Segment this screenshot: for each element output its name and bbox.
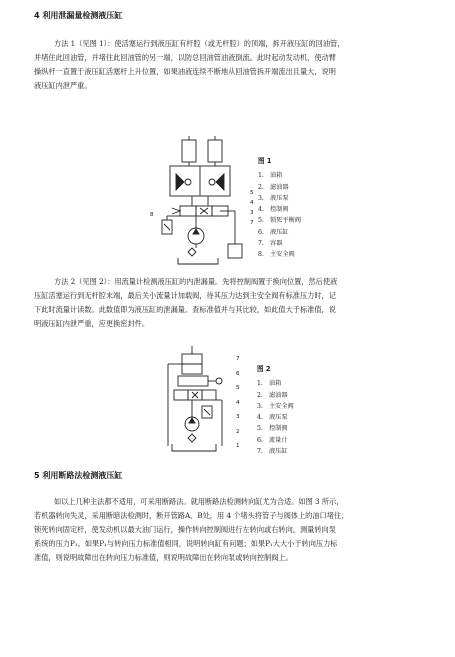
fig1-cylinder-left <box>182 140 196 162</box>
section-5-line: 准值，则说明故障出在转向压力标准值，则说明故障出在转向泵或转向控制阀上。 <box>34 553 293 562</box>
legend-item: 1. 油箱 <box>257 380 282 388</box>
legend-item: 2. 滤油器 <box>257 391 288 399</box>
fig2-callout: 2 <box>236 428 240 435</box>
legend-item: 1. 油箱 <box>258 172 283 180</box>
fig2-callout: 7 <box>236 356 240 362</box>
legend-item: 6. 流量计 <box>257 436 288 444</box>
legend-item: 3. 液压泵 <box>258 194 289 202</box>
legend-item: 6. 液压缸 <box>258 228 289 236</box>
figure-2-legend <box>257 364 294 457</box>
legend-item: 5. 控制阀 <box>257 425 288 433</box>
figure-2-title: 图 2 <box>257 365 271 373</box>
figure-1-callouts <box>250 188 254 228</box>
fig2-callout: 6 <box>236 370 240 377</box>
section-4-heading: 4 利用泄漏量检测液压缸 <box>34 11 123 20</box>
fig1-callout: 7 <box>250 220 254 226</box>
section-5-heading: 5 利用断路法检测液压缸 <box>34 471 123 480</box>
legend-item: 4. 液压泵 <box>257 414 288 422</box>
fig1-container <box>228 244 242 258</box>
figure-1-diagram <box>152 136 248 266</box>
section-5-line: 如以上几种主法都不适用，可采用断路法。就用断路法检测转向缸尤为合适。如图 3 所示， <box>54 497 344 506</box>
legend-item: 2. 滤油器 <box>258 183 289 191</box>
legend-item: 3. 主安全阀 <box>257 402 294 410</box>
fig2-callout: 3 <box>236 414 240 420</box>
section-5-line: 锁死转向固定杆，使发动机以最大油门运行，操作转向控制阀进行左转向或右转向，测量转向泵 <box>34 525 336 534</box>
legend-item: 5. 锁死平衡阀 <box>258 217 301 225</box>
method-2-paragraph <box>34 275 420 331</box>
method-1-line: 并堵住此回油管，并堵住此回油管的另一端，以防总回油管油液倒流。此时起动发动机，使动臂 <box>34 53 336 62</box>
method-1-paragraph <box>34 37 420 93</box>
fig1-callout: 4 <box>250 200 254 206</box>
figure-1-legend <box>258 156 301 261</box>
method-1-line: 方法 1（见图 1）：使活塞运行到液压缸有杆腔（或无杆腔）的顶端，拆开液压缸的回油管， <box>54 39 345 48</box>
method-2-line: 压缸活塞运行到无杆腔末端，最后关小流量计加载阀，待其压力达到主安全阀有标准压力时，记 <box>34 291 336 300</box>
fig2-callout: 5 <box>236 385 240 391</box>
section-5-line: 若机器转向失灵，采用断暗法检测时，断开管路A、B处，用 4 个堵头将管子与阀体上的油口堵住； <box>34 511 349 520</box>
method-1-line: 液压缸内泄严重。 <box>34 81 92 90</box>
fig1-callout: 5 <box>250 190 254 196</box>
figure-2-diagram <box>164 346 234 454</box>
fig2-callout: 4 <box>236 399 240 406</box>
method-2-line: 明液压缸内泄严重，应更换密封件。 <box>34 319 150 328</box>
method-2-line: 下此时流量计读数。此数值即为液压缸的泄漏量。查标准值并与其比较，如此值大于标准值，说 <box>34 305 336 314</box>
legend-item: 7. 液压缸 <box>257 448 288 456</box>
legend-item: 8. 主安全阀 <box>258 251 295 259</box>
figure-2-callouts <box>236 352 240 454</box>
section-5-line: 系统的压力P₁。如果P₁与转向压力标准值相同，说明转向缸有问题；如果P₁大大小于转向压力标 <box>34 539 338 548</box>
fig2-flow-meter <box>178 376 208 386</box>
fig1-callout: 3 <box>250 210 254 216</box>
section-5-paragraph <box>34 495 420 565</box>
fig1-cylinder-right <box>208 140 222 162</box>
figure-1-title: 图 1 <box>258 157 272 165</box>
method-1-line: 操纵杆一直置于液压缸活塞杆上升位置，如果油液连续不断地从回油管拆开端流出且量大，说明 <box>34 67 336 76</box>
legend-item: 7. 容器 <box>258 240 283 248</box>
method-2-line: 方法 2（见图 2）：用流量计检测液压缸的内泄漏量。先将控制阀置于换向位置，然后使液 <box>54 277 338 286</box>
fig2-callout: 1 <box>236 443 240 449</box>
fig1-callout-left: 8 <box>150 212 154 218</box>
legend-item: 4. 控制阀 <box>258 206 289 214</box>
